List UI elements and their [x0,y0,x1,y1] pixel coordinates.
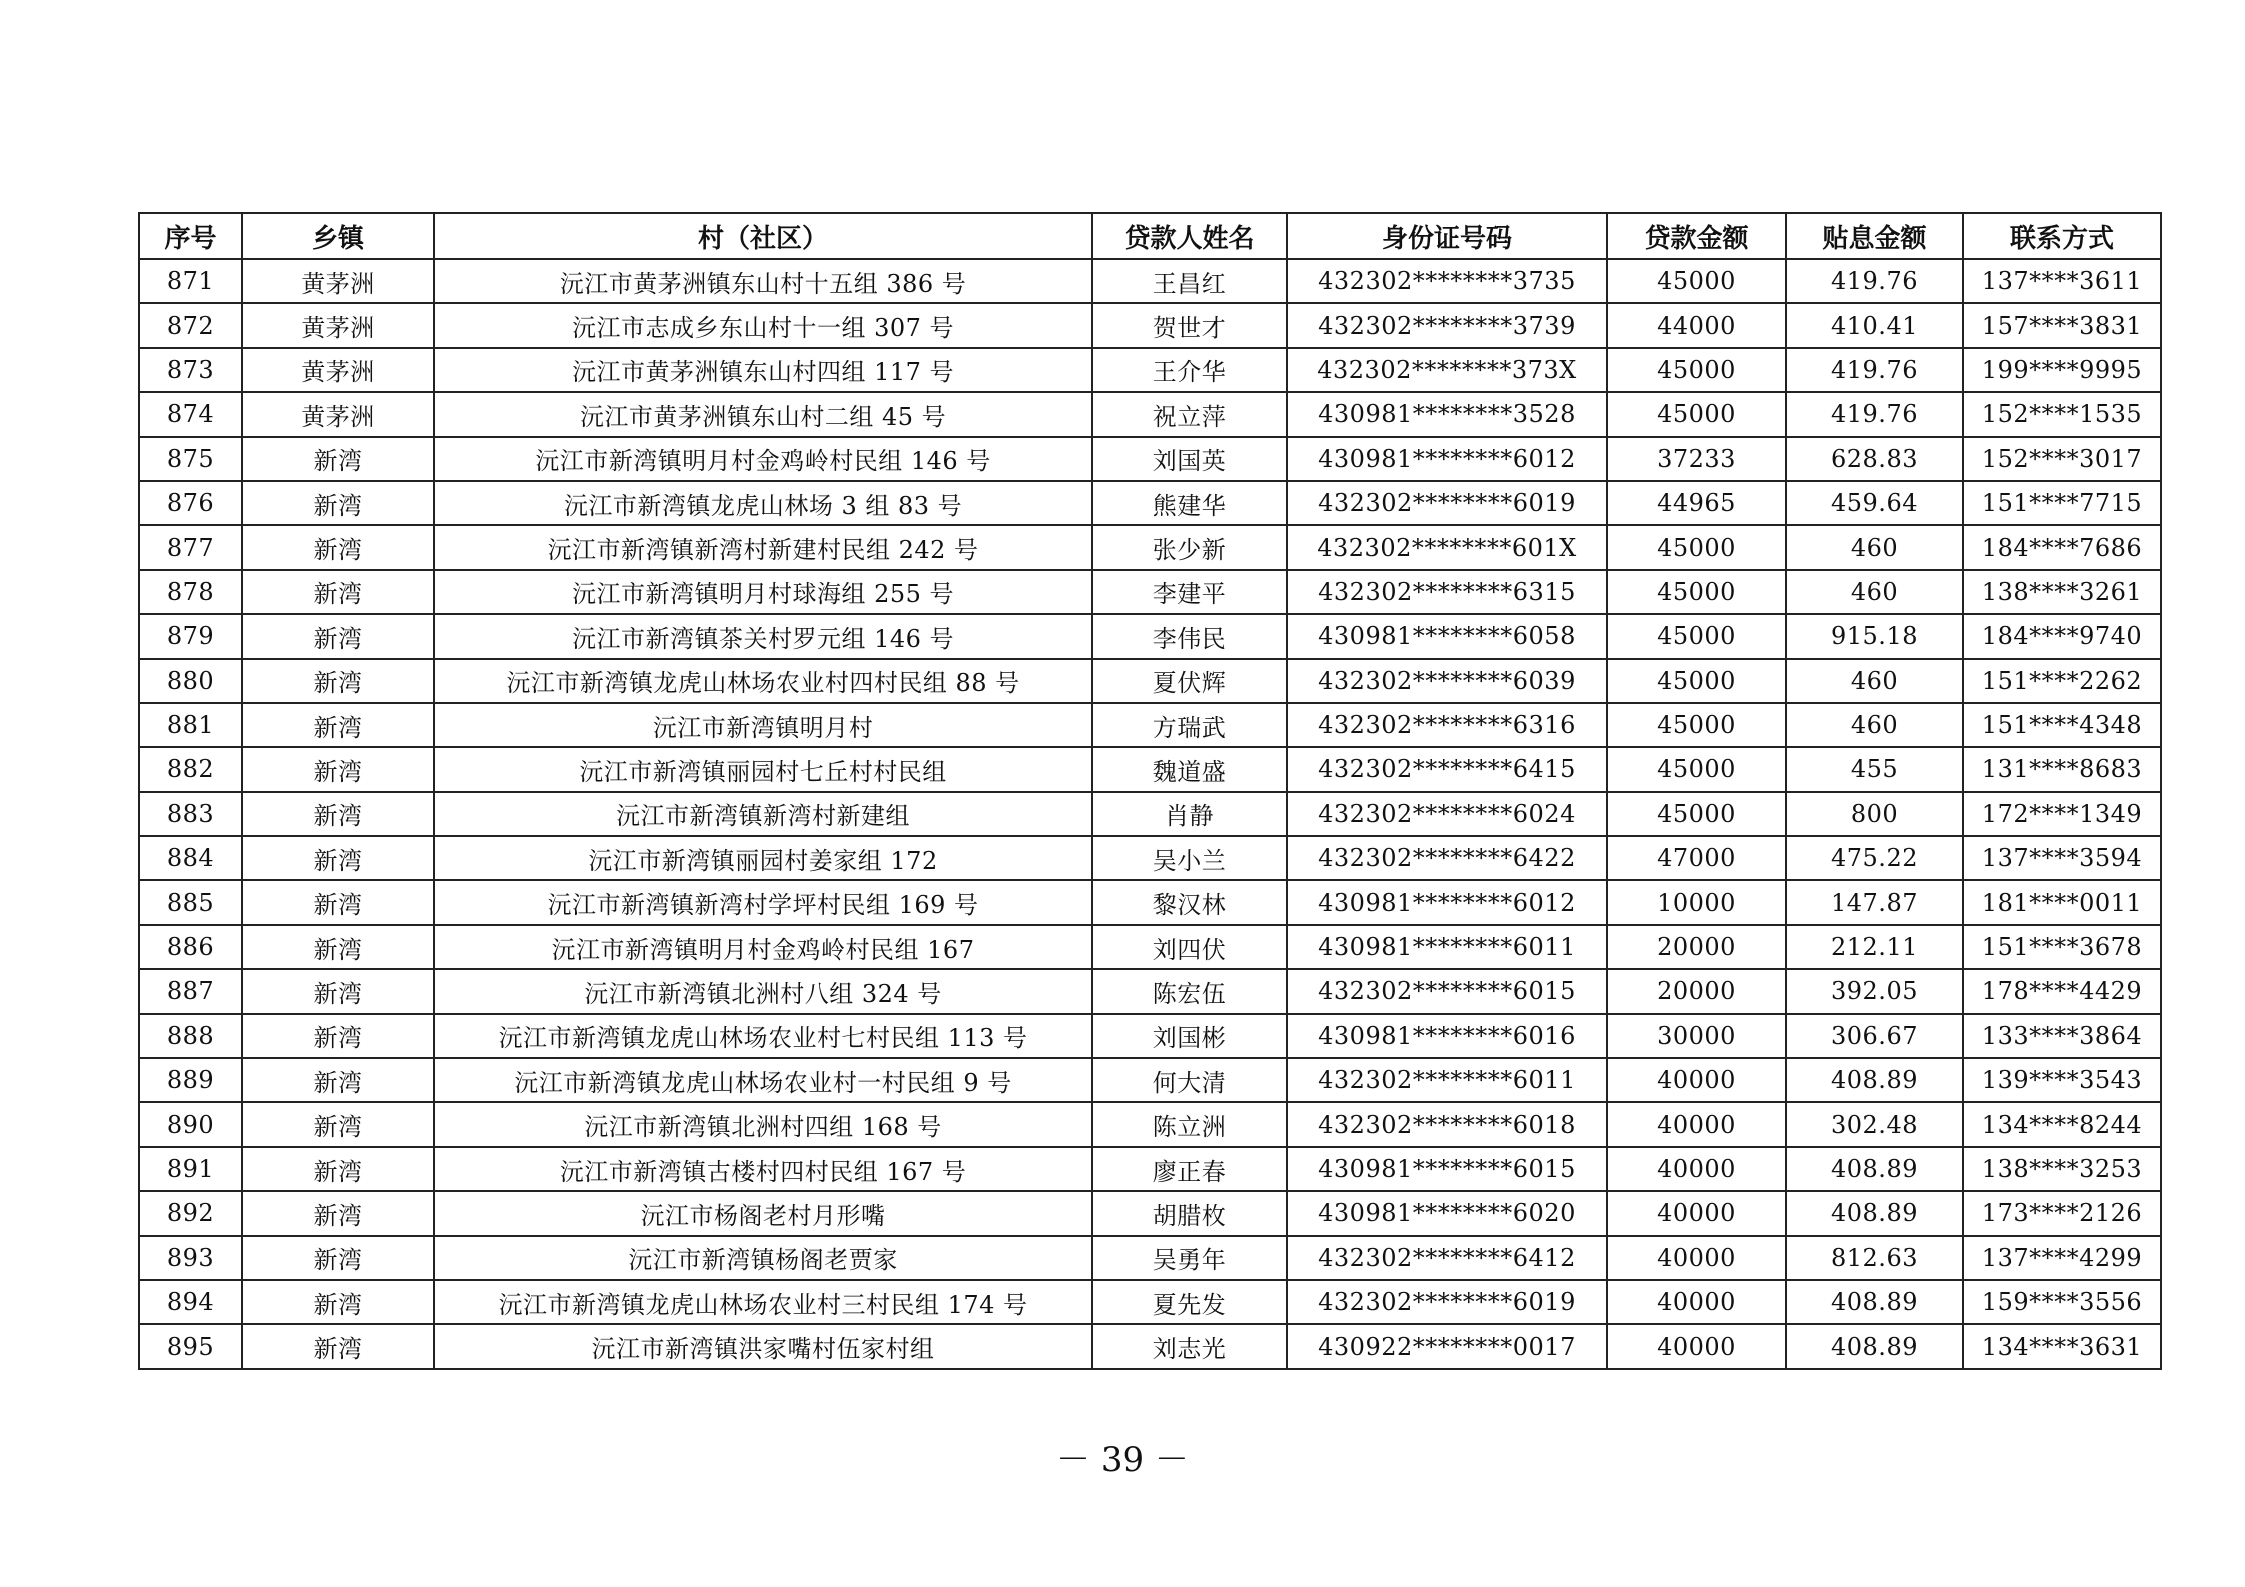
page-number: － 39 － [1056,1440,1189,1480]
cell-id-number: 430981********3528 [1287,392,1607,436]
cell-township: 黄茅洲 [242,303,434,347]
cell-loan-amount: 47000 [1607,836,1786,880]
cell-serial: 872 [139,303,242,347]
cell-contact: 157****3831 [1963,303,2161,347]
cell-contact: 134****3631 [1963,1324,2161,1368]
cell-subsidy-amount: 212.11 [1786,925,1963,969]
cell-village: 沅江市新湾镇龙虎山林场农业村三村民组 174 号 [434,1280,1092,1324]
cell-serial: 877 [139,525,242,569]
cell-borrower-name: 廖正春 [1092,1147,1287,1191]
cell-borrower-name: 肖静 [1092,792,1287,836]
table-row [139,880,2161,924]
cell-loan-amount: 40000 [1607,1324,1786,1368]
cell-id-number: 432302********3739 [1287,303,1607,347]
table-row [139,1236,2161,1280]
cell-contact: 138****3253 [1963,1147,2161,1191]
cell-loan-amount: 37233 [1607,437,1786,481]
cell-contact: 151****7715 [1963,481,2161,525]
cell-id-number: 432302********3735 [1287,259,1607,303]
cell-loan-amount: 45000 [1607,570,1786,614]
cell-subsidy-amount: 460 [1786,659,1963,703]
table-row [139,303,2161,347]
cell-serial: 871 [139,259,242,303]
cell-township: 新湾 [242,1058,434,1102]
cell-serial: 873 [139,348,242,392]
cell-township: 新湾 [242,1280,434,1324]
cell-borrower-name: 陈宏伍 [1092,969,1287,1013]
cell-id-number: 432302********6015 [1287,969,1607,1013]
cell-subsidy-amount: 408.89 [1786,1191,1963,1235]
header-loan-amount: 贷款金额 [1607,213,1786,259]
cell-borrower-name: 李建平 [1092,570,1287,614]
table-row [139,1102,2161,1146]
cell-id-number: 430981********6012 [1287,437,1607,481]
cell-serial: 892 [139,1191,242,1235]
cell-contact: 151****4348 [1963,703,2161,747]
cell-township: 新湾 [242,481,434,525]
cell-subsidy-amount: 419.76 [1786,392,1963,436]
cell-subsidy-amount: 459.64 [1786,481,1963,525]
table-row [139,525,2161,569]
table-row [139,969,2161,1013]
cell-borrower-name: 胡腊枚 [1092,1191,1287,1235]
cell-contact: 133****3864 [1963,1014,2161,1058]
cell-village: 沅江市新湾镇丽园村姜家组 172 [434,836,1092,880]
cell-subsidy-amount: 147.87 [1786,880,1963,924]
cell-serial: 884 [139,836,242,880]
cell-contact: 181****0011 [1963,880,2161,924]
cell-contact: 151****2262 [1963,659,2161,703]
table-row [139,481,2161,525]
cell-id-number: 432302********6315 [1287,570,1607,614]
cell-id-number: 432302********6422 [1287,836,1607,880]
cell-borrower-name: 王介华 [1092,348,1287,392]
cell-township: 新湾 [242,614,434,658]
cell-borrower-name: 刘志光 [1092,1324,1287,1368]
cell-loan-amount: 45000 [1607,392,1786,436]
cell-borrower-name: 陈立洲 [1092,1102,1287,1146]
cell-borrower-name: 熊建华 [1092,481,1287,525]
cell-village: 沅江市新湾镇明月村 [434,703,1092,747]
cell-borrower-name: 王昌红 [1092,259,1287,303]
cell-loan-amount: 40000 [1607,1191,1786,1235]
cell-loan-amount: 45000 [1607,348,1786,392]
cell-serial: 883 [139,792,242,836]
cell-subsidy-amount: 408.89 [1786,1324,1963,1368]
cell-village: 沅江市新湾镇新湾村学坪村民组 169 号 [434,880,1092,924]
cell-contact: 131****8683 [1963,747,2161,791]
cell-village: 沅江市新湾镇新湾村新建村民组 242 号 [434,525,1092,569]
cell-village: 沅江市新湾镇明月村金鸡岭村民组 167 [434,925,1092,969]
cell-subsidy-amount: 302.48 [1786,1102,1963,1146]
cell-serial: 878 [139,570,242,614]
cell-village: 沅江市新湾镇龙虎山林场农业村四村民组 88 号 [434,659,1092,703]
cell-loan-amount: 45000 [1607,703,1786,747]
cell-village: 沅江市黄茅洲镇东山村十五组 386 号 [434,259,1092,303]
cell-village: 沅江市新湾镇龙虎山林场农业村七村民组 113 号 [434,1014,1092,1058]
cell-township: 新湾 [242,880,434,924]
cell-loan-amount: 20000 [1607,969,1786,1013]
cell-borrower-name: 魏道盛 [1092,747,1287,791]
table-row [139,792,2161,836]
cell-township: 黄茅洲 [242,259,434,303]
cell-contact: 152****3017 [1963,437,2161,481]
cell-borrower-name: 刘国彬 [1092,1014,1287,1058]
cell-contact: 134****8244 [1963,1102,2161,1146]
table-row [139,1191,2161,1235]
cell-serial: 876 [139,481,242,525]
cell-serial: 875 [139,437,242,481]
cell-township: 新湾 [242,747,434,791]
cell-contact: 184****9740 [1963,614,2161,658]
cell-village: 沅江市新湾镇北洲村八组 324 号 [434,969,1092,1013]
cell-township: 新湾 [242,1014,434,1058]
cell-borrower-name: 李伟民 [1092,614,1287,658]
cell-township: 新湾 [242,1324,434,1368]
cell-serial: 895 [139,1324,242,1368]
cell-id-number: 430981********6015 [1287,1147,1607,1191]
cell-id-number: 432302********601X [1287,525,1607,569]
header-township: 乡镇 [242,213,434,259]
cell-township: 新湾 [242,836,434,880]
cell-township: 新湾 [242,969,434,1013]
cell-subsidy-amount: 800 [1786,792,1963,836]
table-row [139,437,2161,481]
cell-serial: 889 [139,1058,242,1102]
cell-id-number: 432302********6412 [1287,1236,1607,1280]
cell-village: 沅江市新湾镇明月村金鸡岭村民组 146 号 [434,437,1092,481]
table-row [139,1324,2161,1368]
cell-serial: 894 [139,1280,242,1324]
cell-village: 沅江市黄茅洲镇东山村四组 117 号 [434,348,1092,392]
cell-loan-amount: 45000 [1607,659,1786,703]
cell-borrower-name: 贺世才 [1092,303,1287,347]
header-id-number: 身份证号码 [1287,213,1607,259]
cell-village: 沅江市新湾镇洪家嘴村伍家村组 [434,1324,1092,1368]
cell-id-number: 432302********6316 [1287,703,1607,747]
cell-subsidy-amount: 408.89 [1786,1147,1963,1191]
cell-subsidy-amount: 408.89 [1786,1280,1963,1324]
header-contact: 联系方式 [1963,213,2161,259]
cell-contact: 178****4429 [1963,969,2161,1013]
cell-serial: 893 [139,1236,242,1280]
cell-village: 沅江市新湾镇古楼村四村民组 167 号 [434,1147,1092,1191]
cell-contact: 173****2126 [1963,1191,2161,1235]
loan-table [138,212,2162,1370]
cell-serial: 879 [139,614,242,658]
cell-loan-amount: 40000 [1607,1280,1786,1324]
cell-id-number: 430981********6011 [1287,925,1607,969]
cell-township: 新湾 [242,1147,434,1191]
cell-village: 沅江市新湾镇丽园村七丘村村民组 [434,747,1092,791]
cell-township: 新湾 [242,437,434,481]
cell-loan-amount: 20000 [1607,925,1786,969]
cell-id-number: 430981********6016 [1287,1014,1607,1058]
cell-contact: 139****3543 [1963,1058,2161,1102]
table-row [139,614,2161,658]
cell-borrower-name: 祝立萍 [1092,392,1287,436]
cell-loan-amount: 45000 [1607,747,1786,791]
cell-serial: 888 [139,1014,242,1058]
cell-subsidy-amount: 460 [1786,703,1963,747]
table-header-row [139,213,2161,259]
cell-loan-amount: 40000 [1607,1147,1786,1191]
cell-contact: 184****7686 [1963,525,2161,569]
cell-township: 新湾 [242,570,434,614]
cell-id-number: 432302********6415 [1287,747,1607,791]
cell-id-number: 432302********6039 [1287,659,1607,703]
cell-borrower-name: 何大清 [1092,1058,1287,1102]
cell-subsidy-amount: 408.89 [1786,1058,1963,1102]
cell-village: 沅江市志成乡东山村十一组 307 号 [434,303,1092,347]
header-village: 村（社区） [434,213,1092,259]
cell-loan-amount: 10000 [1607,880,1786,924]
cell-subsidy-amount: 419.76 [1786,348,1963,392]
table-row [139,836,2161,880]
cell-village: 沅江市新湾镇北洲村四组 168 号 [434,1102,1092,1146]
cell-loan-amount: 40000 [1607,1236,1786,1280]
cell-subsidy-amount: 392.05 [1786,969,1963,1013]
cell-township: 新湾 [242,1236,434,1280]
cell-subsidy-amount: 455 [1786,747,1963,791]
cell-serial: 880 [139,659,242,703]
cell-id-number: 432302********6019 [1287,1280,1607,1324]
cell-id-number: 430981********6020 [1287,1191,1607,1235]
cell-subsidy-amount: 812.63 [1786,1236,1963,1280]
cell-village: 沅江市黄茅洲镇东山村二组 45 号 [434,392,1092,436]
table-row [139,659,2161,703]
table-row [139,570,2161,614]
cell-subsidy-amount: 306.67 [1786,1014,1963,1058]
cell-loan-amount: 45000 [1607,792,1786,836]
cell-subsidy-amount: 475.22 [1786,836,1963,880]
cell-township: 新湾 [242,525,434,569]
cell-contact: 159****3556 [1963,1280,2161,1324]
cell-id-number: 432302********6011 [1287,1058,1607,1102]
table-row [139,925,2161,969]
cell-id-number: 430922********0017 [1287,1324,1607,1368]
header-borrower-name: 贷款人姓名 [1092,213,1287,259]
cell-borrower-name: 吴小兰 [1092,836,1287,880]
cell-borrower-name: 夏先发 [1092,1280,1287,1324]
cell-contact: 151****3678 [1963,925,2161,969]
cell-loan-amount: 40000 [1607,1058,1786,1102]
cell-id-number: 432302********373X [1287,348,1607,392]
cell-loan-amount: 45000 [1607,259,1786,303]
cell-loan-amount: 44965 [1607,481,1786,525]
table-row [139,348,2161,392]
cell-loan-amount: 40000 [1607,1102,1786,1146]
table-row [139,259,2161,303]
cell-township: 新湾 [242,703,434,747]
cell-village: 沅江市新湾镇杨阁老贾家 [434,1236,1092,1280]
cell-village: 沅江市新湾镇新湾村新建组 [434,792,1092,836]
cell-id-number: 432302********6024 [1287,792,1607,836]
cell-contact: 137****3594 [1963,836,2161,880]
cell-id-number: 432302********6018 [1287,1102,1607,1146]
cell-serial: 882 [139,747,242,791]
cell-borrower-name: 方瑞武 [1092,703,1287,747]
cell-serial: 891 [139,1147,242,1191]
cell-village: 沅江市新湾镇明月村球海组 255 号 [434,570,1092,614]
cell-borrower-name: 黎汉林 [1092,880,1287,924]
cell-contact: 137****3611 [1963,259,2161,303]
cell-serial: 881 [139,703,242,747]
cell-subsidy-amount: 628.83 [1786,437,1963,481]
cell-township: 新湾 [242,1191,434,1235]
cell-borrower-name: 张少新 [1092,525,1287,569]
table-row [139,747,2161,791]
table-row [139,703,2161,747]
cell-id-number: 430981********6058 [1287,614,1607,658]
cell-subsidy-amount: 419.76 [1786,259,1963,303]
header-serial: 序号 [139,213,242,259]
table-row [139,1014,2161,1058]
cell-village: 沅江市新湾镇龙虎山林场 3 组 83 号 [434,481,1092,525]
header-subsidy-amount: 贴息金额 [1786,213,1963,259]
cell-borrower-name: 夏伏辉 [1092,659,1287,703]
cell-id-number: 430981********6012 [1287,880,1607,924]
cell-township: 新湾 [242,1102,434,1146]
cell-contact: 199****9995 [1963,348,2161,392]
cell-subsidy-amount: 915.18 [1786,614,1963,658]
cell-serial: 890 [139,1102,242,1146]
table-row [139,392,2161,436]
cell-serial: 886 [139,925,242,969]
table-row [139,1058,2161,1102]
cell-serial: 885 [139,880,242,924]
cell-township: 新湾 [242,925,434,969]
cell-serial: 887 [139,969,242,1013]
cell-subsidy-amount: 410.41 [1786,303,1963,347]
cell-loan-amount: 44000 [1607,303,1786,347]
cell-loan-amount: 45000 [1607,614,1786,658]
cell-serial: 874 [139,392,242,436]
table-body [139,259,2161,1369]
cell-subsidy-amount: 460 [1786,525,1963,569]
cell-borrower-name: 吴勇年 [1092,1236,1287,1280]
cell-contact: 138****3261 [1963,570,2161,614]
cell-village: 沅江市新湾镇龙虎山林场农业村一村民组 9 号 [434,1058,1092,1102]
cell-contact: 137****4299 [1963,1236,2161,1280]
cell-township: 黄茅洲 [242,392,434,436]
cell-township: 新湾 [242,792,434,836]
cell-village: 沅江市杨阁老村月形嘴 [434,1191,1092,1235]
cell-village: 沅江市新湾镇茶关村罗元组 146 号 [434,614,1092,658]
cell-township: 新湾 [242,659,434,703]
cell-borrower-name: 刘四伏 [1092,925,1287,969]
cell-loan-amount: 30000 [1607,1014,1786,1058]
cell-township: 黄茅洲 [242,348,434,392]
cell-subsidy-amount: 460 [1786,570,1963,614]
table-row [139,1280,2161,1324]
cell-loan-amount: 45000 [1607,525,1786,569]
cell-contact: 152****1535 [1963,392,2161,436]
table-row [139,1147,2161,1191]
cell-contact: 172****1349 [1963,792,2161,836]
cell-borrower-name: 刘国英 [1092,437,1287,481]
cell-id-number: 432302********6019 [1287,481,1607,525]
